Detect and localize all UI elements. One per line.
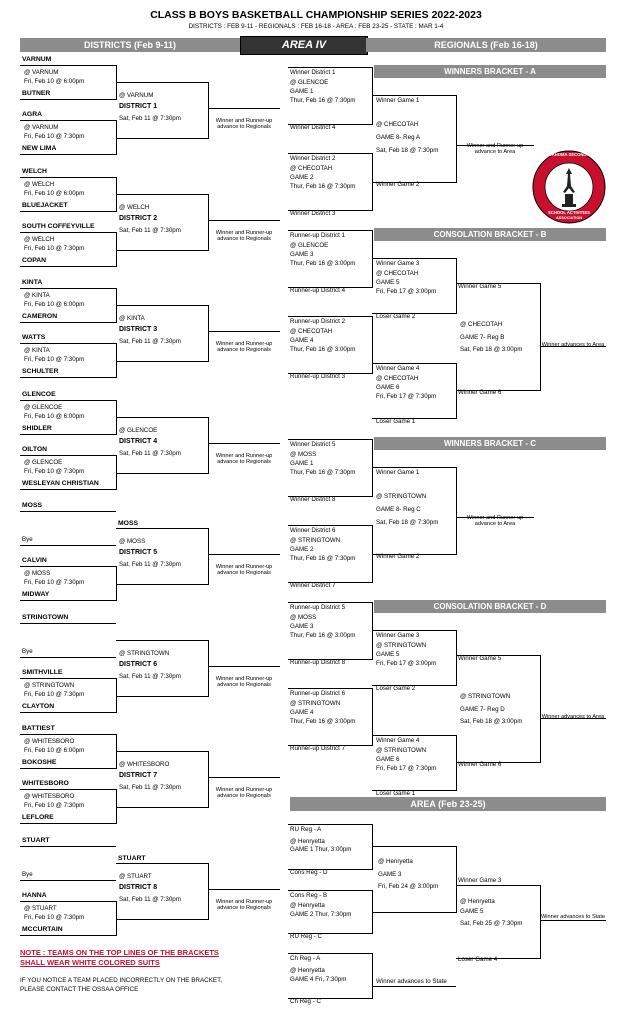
district-final-time: Sat, Feb 11 @ 7:30pm: [119, 115, 181, 122]
district-game2-site: @ STRINGTOWN: [24, 681, 75, 689]
regional-final-game: GAME 8- Reg A: [376, 134, 421, 141]
district-team-3: WATTS: [22, 334, 46, 341]
district-team-1: BATTIEST: [22, 725, 55, 732]
page-title: CLASS B BOYS BASKETBALL CHAMPIONSHIP SERIES 2022-2023: [150, 9, 482, 21]
regional-g1-bot: Runner-up District 4: [290, 287, 346, 294]
area-header: AREA IV: [240, 36, 368, 55]
district-final-time: Sat, Feb 11 @ 7:30pm: [119, 672, 181, 680]
regional-g2-game: GAME 4: [290, 337, 314, 344]
regional-g2-game: GAME 4: [290, 709, 314, 716]
note-line-2: SHALL WEAR WHITE COLORED SUITS: [20, 958, 160, 967]
regional-final-time: Sat, Feb 18 @ 3:00pm: [460, 346, 523, 353]
regional-advance-note: Winner advances to Area: [541, 342, 605, 348]
regional-g2-top: Winner District 6: [290, 527, 336, 534]
district-team-1: VARNUM: [22, 56, 52, 63]
area-g2-site: @ Henryetta: [290, 902, 325, 909]
district-game2-time: Fri, Feb 10 @ 7:30pm: [24, 579, 85, 586]
regional-g1-site: @ GLENCOE: [290, 79, 329, 86]
regional-final-time: Sat, Feb 18 @ 7:30pm: [376, 147, 439, 154]
area-g4-bot: Ch Reg - C: [290, 998, 321, 1005]
regional-m1-bot: Loser Game 2: [376, 313, 416, 320]
regional-m2-site: @ CHECOTAH: [376, 375, 419, 382]
district-game1-time: Fri, Feb 10 @ 6:00pm: [24, 78, 85, 85]
regional-g1-game: GAME 1: [290, 88, 314, 95]
district-advance-note: Winner and Runner-up advance to Regionals: [215, 118, 273, 130]
district-game2-site: @ WELCH: [24, 235, 55, 243]
district-final-time: Sat, Feb 11 @ 7:30pm: [119, 338, 181, 345]
regional-final-game: GAME 7- Reg D: [460, 706, 505, 713]
area-g1-bot: Cons Reg - D: [290, 869, 328, 876]
regional-g2-top: Runner-up District 6: [290, 690, 346, 697]
logo-mark: ASSOCIATION: [555, 216, 583, 220]
regional-g2-top: Runner-up District 2: [290, 318, 346, 325]
district-team-4: LEFLORE: [22, 814, 54, 821]
regional-g2-bot: Runner-up District 7: [290, 745, 346, 752]
district-final-site: @ VARNUM: [119, 92, 154, 99]
regional-g1-time: Thur, Feb 16 @ 3:00pm: [290, 260, 356, 267]
district-game2-time: Fri, Feb 10 @ 7:30pm: [24, 802, 85, 809]
district-team-2: CAMERON: [22, 313, 58, 320]
district-team-1: KINTA: [22, 279, 43, 286]
district-advance-note: Winner and Runner-up advance to Regionals: [215, 898, 273, 911]
district-team-2: BLUEJACKET: [22, 201, 68, 209]
contact-line-2: PLEASE CONTACT THE OSSAA OFFICE: [20, 986, 139, 993]
regional-g1-time: Thur, Feb 16 @ 3:00pm: [290, 632, 356, 639]
regional-m1-time: Fri, Feb 17 @ 3:00pm: [376, 660, 437, 667]
district-game1-time: Fri, Feb 10 @ 6:00pm: [24, 747, 85, 754]
regional-final-top: Winner Game 1: [376, 469, 420, 476]
regional-g2-time: Thur, Feb 16 @ 3:00pm: [290, 718, 356, 725]
regional-g2-site: @ CHECOTAH: [290, 328, 333, 335]
area-g5-time: Sat, Feb 25 @ 7:30pm: [460, 920, 523, 927]
regional-m2-time: Fri, Feb 17 @ 7:30pm: [376, 765, 437, 772]
area-g1-site: @ Henryetta: [290, 838, 325, 845]
district-final-time: Sat, Feb 11 @ 7:30pm: [119, 895, 181, 903]
regional-final-top: Winner Game 5: [458, 655, 502, 662]
regional-bracket-title: CONSOLATION BRACKET - B: [374, 228, 606, 241]
area-section-header: AREA (Feb 23-25): [290, 797, 606, 811]
regional-m1-site: @ STRINGTOWN: [376, 642, 427, 649]
regionals-header: REGIONALS (Feb 16-18): [366, 38, 606, 52]
district-team-2: Bye: [22, 536, 33, 543]
area-g5-site: @ Henryetta: [460, 898, 495, 905]
district-game2-time: Fri, Feb 10 @ 7:30pm: [24, 690, 85, 698]
district-advance-note: Winner and Runner-up advance to Regionals: [215, 229, 273, 242]
district-game2-site: @ STUART: [24, 904, 57, 912]
district-game2-site: @ VARNUM: [24, 124, 59, 131]
district-game2-site: @ WHITESBORO: [24, 793, 75, 800]
district-game2-time: Fri, Feb 10 @ 7:30pm: [24, 244, 85, 252]
district-team-3: WHITESBORO: [22, 780, 69, 787]
regional-g2-site: @ CHECOTAH: [290, 165, 333, 172]
regional-m1-site: @ CHECOTAH: [376, 270, 419, 277]
regional-g2-game: GAME 2: [290, 546, 314, 553]
district-team-4: COPAN: [22, 256, 47, 264]
regional-g1-game: GAME 3: [290, 251, 314, 258]
regional-final-time: Sat, Feb 18 @ 3:00pm: [460, 718, 523, 725]
district-final-time: Sat, Feb 11 @ 7:30pm: [119, 449, 181, 457]
area-g2-bot: RU Reg - C: [290, 933, 322, 940]
area-g2-game: GAME 2 Thur, 7:30pm: [290, 911, 352, 918]
district-team-1: GLENCOE: [22, 390, 56, 398]
district-team-2: SHIDLER: [22, 424, 52, 432]
logo-text-bottom: SCHOOL ACTIVITIES: [548, 210, 590, 215]
district-game1-time: Fri, Feb 10 @ 6:00pm: [24, 412, 85, 420]
regional-m2-bot: Loser Game 1: [376, 418, 416, 425]
regional-bracket-title: WINNERS BRACKET - C: [374, 437, 606, 450]
regional-g2-bot: Runner-up District 3: [290, 373, 346, 380]
regional-g2-site: @ STRINGTOWN: [290, 537, 341, 544]
regional-g1-top: Winner District 1: [290, 69, 336, 76]
regional-g1-time: Thur, Feb 16 @ 7:30pm: [290, 469, 356, 476]
district-final-name: DISTRICT 3: [119, 326, 158, 333]
district-advance-note: Winner and Runner-up advance to Regionals: [215, 341, 273, 353]
district-game1-site: @ WELCH: [24, 180, 55, 188]
regional-final-site: @ STRINGTOWN: [376, 493, 427, 500]
district-game2-time: Fri, Feb 10 @ 7:30pm: [24, 467, 85, 475]
regional-g2-time: Thur, Feb 16 @ 7:30pm: [290, 183, 356, 190]
regional-m1-top: Winner Game 3: [376, 632, 420, 639]
regional-advance-note: Winner and Runner-up advance to Area: [466, 515, 524, 527]
district-team-1: MOSS: [22, 502, 43, 509]
regional-m2-game: GAME 6: [376, 384, 400, 391]
district-game1-time: Fri, Feb 10 @ 6:00pm: [24, 189, 85, 197]
regional-g2-game: GAME 2: [290, 174, 314, 181]
area-g2-top: Cons Reg - B: [290, 892, 328, 899]
regional-g1-top: Runner-up District 1: [290, 232, 346, 239]
district-advance-note: Winner and Runner-up advance to Regionals: [215, 452, 273, 465]
district-game1-site: @ VARNUM: [24, 69, 59, 76]
area-g1-top: RU Reg - A: [290, 826, 322, 833]
regional-g1-bot: Runner-up District 8: [290, 659, 346, 666]
district-advance-note: Winner and Runner-up advance to Regionals: [215, 564, 273, 576]
district-team-4: NEW LIMA: [22, 145, 57, 152]
district-game1-site: @ GLENCOE: [24, 403, 63, 411]
regional-m1-game: GAME 5: [376, 279, 400, 286]
regional-g1-bot: Winner District 8: [290, 496, 336, 503]
district-team-4: WESLEYAN CHRISTIAN: [22, 479, 99, 487]
note-line-1: NOTE : TEAMS ON THE TOP LINES OF THE BRACKETS: [20, 948, 219, 957]
district-final-site: @ GLENCOE: [119, 426, 158, 434]
page-subtitle: DISTRICTS : FEB 9-11 - REGIONALS : FEB 16-18 - AREA : FEB 23-25 - STATE : MAR 1-4: [188, 23, 444, 30]
area-g3-time: Fri, Feb 24 @ 3:00pm: [378, 883, 439, 890]
regional-g2-site: @ STRINGTOWN: [290, 700, 341, 707]
district-team-3: OILTON: [22, 445, 48, 453]
district-team-3: CALVIN: [22, 557, 47, 564]
regional-g1-site: @ MOSS: [290, 614, 317, 621]
district-final-time: Sat, Feb 11 @ 7:30pm: [119, 784, 181, 791]
regional-final-time: Sat, Feb 18 @ 7:30pm: [376, 519, 439, 526]
area-g4-game: GAME 4 Fri, 7:30pm: [290, 976, 347, 983]
regional-g1-game: GAME 1: [290, 460, 314, 467]
district-team-4: MCCURTAIN: [22, 925, 63, 933]
district-final-site: @ MOSS: [119, 538, 146, 545]
area-g1-game: GAME 1 Thur, 3:00pm: [290, 846, 352, 853]
district-team-3: AGRA: [22, 111, 43, 118]
district-final-name: DISTRICT 4: [119, 437, 158, 445]
district-team-2: Bye: [22, 870, 33, 878]
regional-g2-top: Winner District 2: [290, 155, 336, 162]
regional-final-site: @ STRINGTOWN: [460, 693, 511, 700]
regional-g1-top: Winner District 5: [290, 441, 336, 448]
regional-m2-bot: Loser Game 1: [376, 790, 416, 797]
district-game2-time: Fri, Feb 10 @ 7:30pm: [24, 913, 85, 921]
district-game1-time: Fri, Feb 10 @ 6:00pm: [24, 301, 85, 308]
district-final-site: @ WELCH: [119, 203, 150, 211]
regional-m2-top: Winner Game 4: [376, 737, 420, 744]
contact-line-1: IF YOU NOTICE A TEAM PLACED INCORRECTLY ON THE BRACKET,: [20, 977, 223, 984]
regional-final-top: Winner Game 1: [376, 97, 420, 104]
area-g3-site: @ Henryetta: [378, 858, 413, 865]
district-game2-site: @ MOSS: [24, 570, 51, 577]
regional-m2-time: Fri, Feb 17 @ 7:30pm: [376, 393, 437, 400]
regional-final-game: GAME 7- Reg B: [460, 334, 505, 341]
district-team-4: MIDWAY: [22, 591, 50, 598]
district-final-site: @ STUART: [119, 872, 152, 880]
district-final-name: DISTRICT 1: [119, 103, 158, 110]
district-team-4: SCHULTER: [22, 368, 59, 375]
regional-m2-site: @ STRINGTOWN: [376, 747, 427, 754]
regional-advance-note: Winner advances to Area: [541, 714, 605, 720]
district-team-2: BUTNER: [22, 90, 51, 97]
regional-final-bot: Winner Game 6: [458, 761, 502, 768]
area-g5-game: GAME 5: [460, 908, 484, 915]
district-final-time: Sat, Feb 11 @ 7:30pm: [119, 226, 181, 234]
district-game1-site: @ KINTA: [24, 292, 50, 299]
district-final-name: DISTRICT 7: [119, 772, 158, 779]
district-final-time: Sat, Feb 11 @ 7:30pm: [119, 561, 181, 568]
area-g4-top: Ch Reg - A: [290, 955, 321, 962]
district-top-seed: MOSS: [118, 520, 139, 527]
regional-m1-time: Fri, Feb 17 @ 3:00pm: [376, 288, 437, 295]
district-top-seed: STUART: [118, 854, 146, 862]
district-advance-note: Winner and Runner-up advance to Regionals: [215, 787, 273, 799]
district-team-3: SMITHVILLE: [22, 668, 63, 676]
district-team-3: HANNA: [22, 891, 47, 899]
district-final-site: @ WHITESBORO: [119, 761, 170, 768]
district-final-name: DISTRICT 6: [119, 660, 158, 668]
area-g4-site: @ Henryetta: [290, 967, 325, 974]
regional-m1-game: GAME 5: [376, 651, 400, 658]
regional-final-game: GAME 8- Reg C: [376, 506, 421, 513]
regional-g1-site: @ GLENCOE: [290, 242, 329, 249]
district-final-name: DISTRICT 2: [119, 214, 158, 222]
regional-bracket-title: WINNERS BRACKET - A: [374, 65, 606, 78]
regional-m1-top: Winner Game 3: [376, 260, 420, 267]
district-team-2: BOKOSHE: [22, 759, 57, 766]
regional-g1-time: Thur, Feb 16 @ 7:30pm: [290, 97, 356, 104]
regional-g2-time: Thur, Feb 16 @ 7:30pm: [290, 555, 356, 562]
district-final-site: @ KINTA: [119, 315, 145, 322]
area-g4-advance: Winner advances to State: [376, 978, 447, 985]
regional-final-site: @ CHECOTAH: [376, 121, 419, 128]
regional-g1-bot: Winner District 4: [290, 124, 336, 131]
regional-bracket-title: CONSOLATION BRACKET - D: [374, 600, 606, 613]
district-final-name: DISTRICT 8: [119, 883, 158, 891]
district-team-1: WELCH: [22, 167, 47, 175]
area-g3-game: GAME 3: [378, 871, 402, 878]
regional-g1-top: Runner-up District 5: [290, 604, 346, 611]
regional-advance-note: Winner and Runner-up advance to Area: [466, 143, 524, 155]
regional-final-bot: Winner Game 2: [376, 181, 420, 188]
area-g5-top: Winner Game 3: [458, 877, 502, 884]
district-advance-note: Winner and Runner-up advance to Regionals: [215, 675, 273, 688]
district-final-name: DISTRICT 5: [119, 549, 158, 556]
area-g5-advance: Winner advances to State: [540, 914, 606, 920]
ossaa-logo: [532, 150, 606, 224]
districts-header: DISTRICTS (Feb 9-11): [20, 38, 240, 52]
regional-m1-bot: Loser Game 2: [376, 685, 416, 692]
regional-g2-time: Thur, Feb 16 @ 3:00pm: [290, 346, 356, 353]
district-game1-site: @ WHITESBORO: [24, 738, 75, 745]
district-team-4: CLAYTON: [22, 702, 55, 710]
district-team-3: SOUTH COFFEYVILLE: [22, 222, 95, 230]
district-game2-time: Fri, Feb 10 @ 7:30pm: [24, 133, 85, 140]
area-g5-bot: Loser Game 4: [458, 956, 498, 963]
regional-m2-top: Winner Game 4: [376, 365, 420, 372]
regional-g2-bot: Winner District 7: [290, 582, 336, 589]
regional-final-top: Winner Game 5: [458, 283, 502, 290]
regional-g1-site: @ MOSS: [290, 451, 317, 458]
district-team-1: STUART: [22, 836, 50, 844]
regional-m2-game: GAME 6: [376, 756, 400, 763]
regional-final-bot: Winner Game 6: [458, 389, 502, 396]
regional-g2-bot: Winner District 3: [290, 210, 336, 217]
district-game2-site: @ GLENCOE: [24, 458, 63, 466]
regional-g1-game: GAME 3: [290, 623, 314, 630]
district-game2-site: @ KINTA: [24, 347, 50, 354]
district-final-site: @ STRINGTOWN: [119, 649, 170, 657]
district-team-2: Bye: [22, 647, 33, 655]
district-team-1: STRINGTOWN: [22, 613, 69, 621]
regional-final-site: @ CHECOTAH: [460, 321, 503, 328]
district-game2-time: Fri, Feb 10 @ 7:30pm: [24, 356, 85, 363]
regional-final-bot: Winner Game 2: [376, 553, 420, 560]
logo-text-top: OKLAHOMA SECONDARY: [542, 152, 596, 157]
